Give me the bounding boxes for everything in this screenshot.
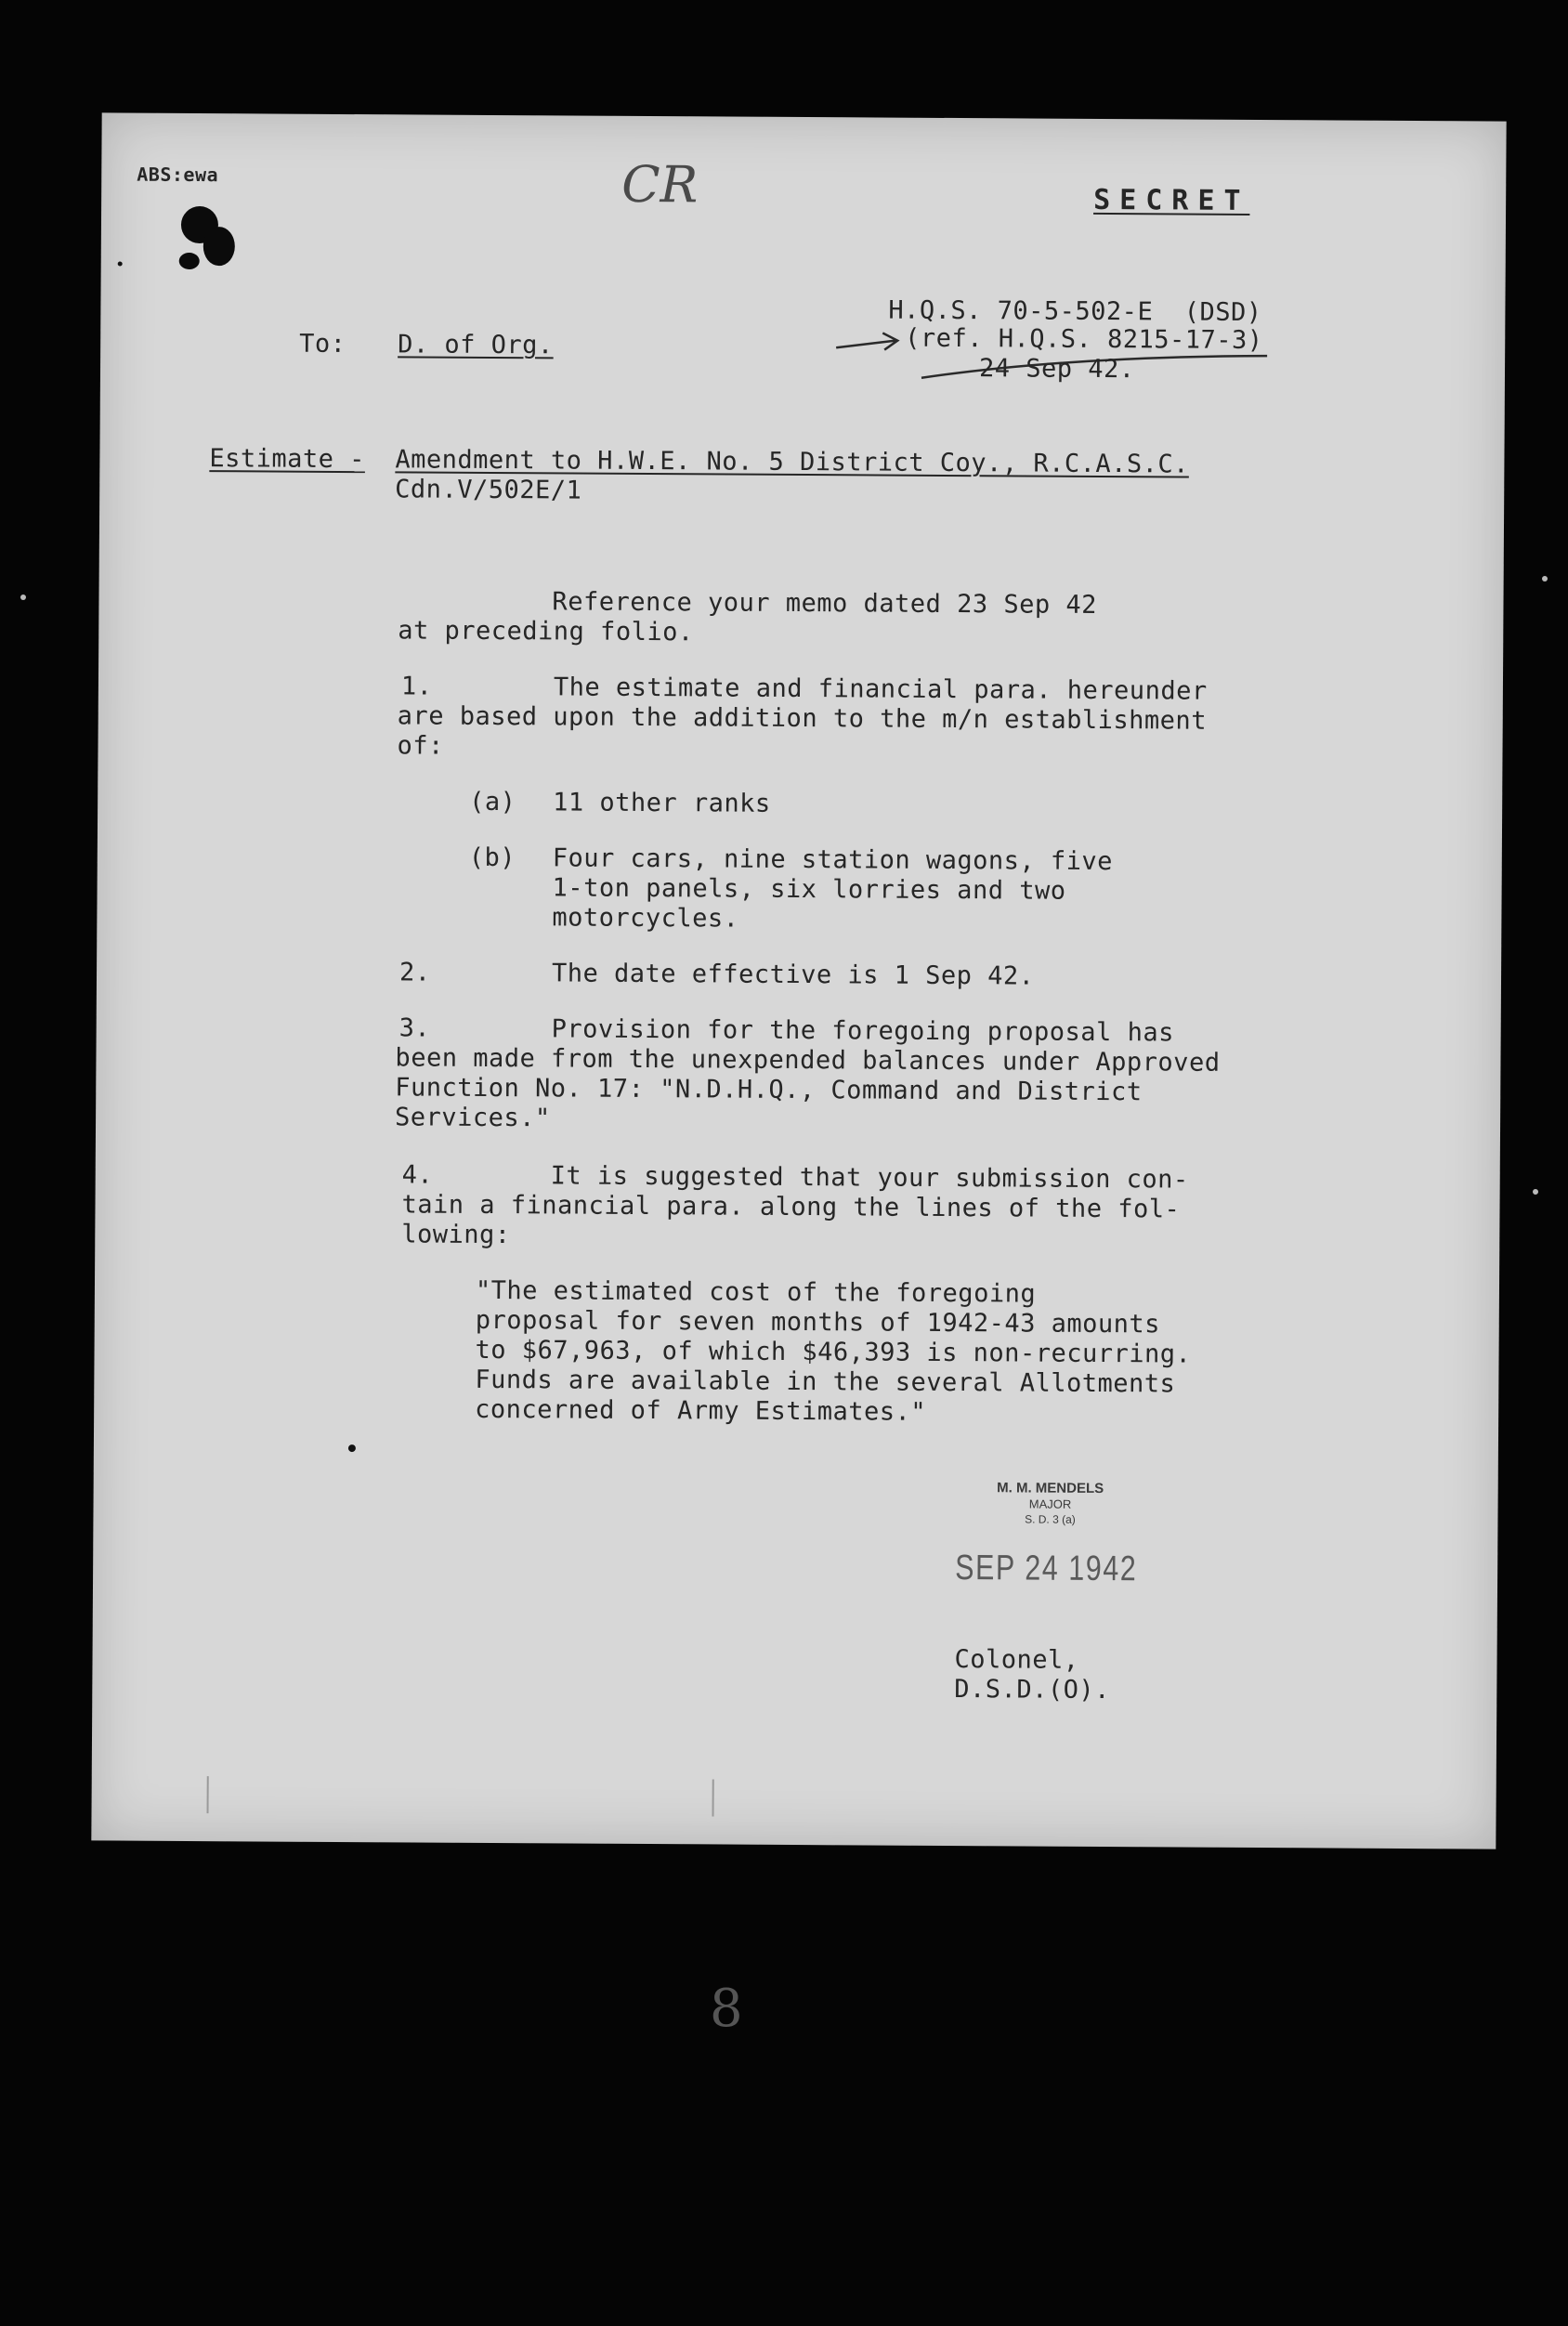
intro-text: Reference your memo dated 23 Sep 42 — [552, 587, 1098, 620]
para-text: Function No. 17: "N.D.H.Q., Command and District — [395, 1073, 1143, 1107]
para-text: been made from the unexpended balances under Approved — [395, 1043, 1221, 1078]
quoted-para: to $67,963, of which $46,393 is non-recurring. — [475, 1335, 1192, 1369]
item-text: 11 other ranks — [553, 788, 771, 818]
file-reference: H.Q.S. 70-5-502-E (DSD) — [888, 295, 1262, 328]
speck — [118, 262, 123, 267]
item-text: 1-ton panels, six lorries and two — [552, 873, 1066, 906]
quoted-para: "The estimated cost of the foregoing — [475, 1275, 1037, 1309]
para-text: lowing: — [401, 1220, 511, 1250]
date-stamp: SEP 24 1942 — [955, 1548, 1138, 1589]
memo-page — [91, 112, 1506, 1849]
scan-mark — [207, 1776, 209, 1813]
subject-reference: Cdn.V/502E/1 — [395, 475, 582, 505]
quoted-para: Funds are available in the several Allotments — [475, 1365, 1176, 1399]
signatory-office: D.S.D.(O). — [954, 1675, 1110, 1705]
para-number: 2. — [399, 958, 431, 987]
classification-secret: SECRET — [1093, 183, 1250, 217]
arrow-icon — [834, 327, 908, 355]
ink-blot — [179, 253, 200, 269]
para-number: 3. — [399, 1013, 431, 1043]
para-text: The date effective is 1 Sep 42. — [551, 959, 1035, 991]
item-label: (a) — [469, 787, 516, 817]
para-text: It is suggested that your submission con- — [550, 1161, 1189, 1195]
scan-speck — [20, 595, 26, 600]
subject-line: Amendment to H.W.E. No. 5 District Coy., R.C.A.S.C. — [395, 445, 1190, 479]
quoted-para: proposal for seven months of 1942-43 amounts — [475, 1305, 1161, 1339]
quoted-para: concerned of Army Estimates." — [475, 1394, 927, 1427]
ink-blot — [203, 227, 235, 266]
subject-label: Estimate - — [209, 444, 366, 475]
para-number: 1. — [400, 672, 433, 701]
item-text: Four cars, nine station wagons, five — [552, 843, 1114, 877]
memo-date: 24 Sep 42. — [978, 354, 1135, 385]
para-text: are based upon the addition to the m/n establishment — [397, 701, 1208, 736]
officer-stamp — [929, 1480, 1170, 1528]
file-reference-related: (ref. H.Q.S. 8215-17-3) — [905, 323, 1263, 356]
para-text: Provision for the foregoing proposal has — [551, 1014, 1174, 1048]
item-text: motorcycles. — [552, 903, 739, 934]
signatory-title: Colonel, — [954, 1645, 1079, 1675]
para-text: The estimate and financial para. hereunder — [553, 673, 1208, 706]
para-text: Services." — [395, 1103, 551, 1133]
scan-mark — [712, 1779, 714, 1816]
stamp-rank: MAJOR — [1028, 1496, 1072, 1511]
speck — [348, 1444, 356, 1452]
scan-speck — [1542, 576, 1548, 582]
stamp-office: S. D. 3 (a) — [1025, 1512, 1076, 1526]
addressee: D. of Org. — [398, 330, 554, 360]
item-label: (b) — [468, 843, 516, 873]
para-number: 4. — [401, 1160, 434, 1190]
intro-text: at preceding folio. — [398, 616, 694, 647]
typist-initials: ABS:ewa — [137, 163, 219, 187]
handwritten-initials: CR — [621, 154, 699, 215]
para-text: tain a financial para. along the lines of the fol- — [401, 1190, 1181, 1224]
para-text: of: — [397, 731, 444, 761]
handwritten-page-number: 8 — [710, 1979, 743, 2039]
scan-speck — [1533, 1189, 1538, 1195]
to-label: To: — [299, 329, 346, 359]
stamp-name: M. M. MENDELS — [997, 1480, 1104, 1497]
